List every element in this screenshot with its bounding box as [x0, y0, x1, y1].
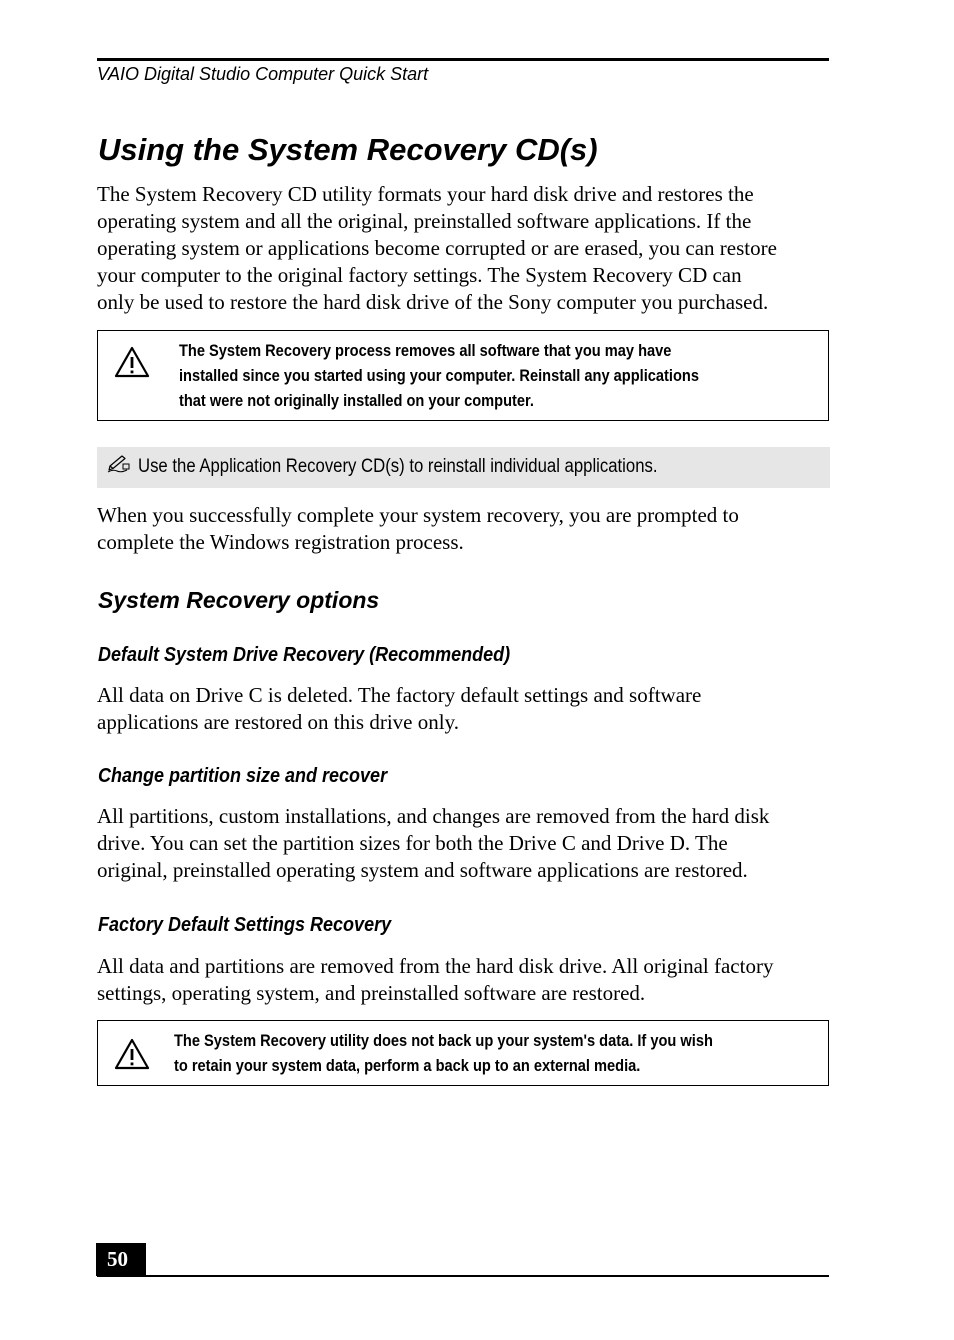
paragraph-line: When you successfully complete your system recovery, you are prompted to [97, 503, 739, 527]
running-header: VAIO Digital Studio Computer Quick Start [97, 64, 429, 84]
paragraph-line: drive. You can set the partition sizes for both the Drive C and Drive D. The [97, 831, 728, 855]
option-description-change-partition [97, 803, 837, 884]
intro-line: The System Recovery CD utility formats your hard disk drive and restores the [97, 182, 754, 206]
option-heading-factory-default: Factory Default Settings Recovery [98, 914, 392, 936]
option-heading-default-recovery: Default System Drive Recovery (Recommended) [98, 644, 511, 666]
page-number: 50 [96, 1243, 146, 1276]
paragraph-line: settings, operating system, and preinstalled software are restored. [97, 981, 646, 1005]
option-description-default-recovery [97, 682, 837, 736]
paragraph-line: All data and partitions are removed from the hard disk drive. All original factory [97, 954, 774, 978]
intro-paragraph [97, 181, 837, 316]
registration-paragraph [97, 502, 837, 556]
paragraph-line: applications are restored on this drive only. [97, 710, 459, 734]
warning-text [179, 338, 699, 413]
paragraph-line: All data on Drive C is deleted. The factory default settings and software [97, 683, 702, 707]
intro-line: operating system or applications become corrupted or are erased, you can restore [97, 236, 777, 260]
option-description-factory-default [97, 953, 837, 1007]
warning-box-backup [97, 1020, 829, 1086]
warning-line: installed since you started using your computer. Reinstall any applications [179, 366, 699, 385]
header-rule [97, 58, 829, 61]
note-text: Use the Application Recovery CD(s) to reinstall individual applications. [138, 456, 658, 477]
footer-rule [97, 1275, 829, 1277]
intro-line: operating system and all the original, preinstalled software applications. If the [97, 209, 752, 233]
pencil-note-icon [107, 453, 131, 473]
warning-line: that were not originally installed on your computer. [179, 391, 534, 410]
warning-line: to retain your system data, perform a back up to an external media. [174, 1056, 641, 1075]
warning-triangle-icon [114, 1038, 150, 1070]
paragraph-line: original, preinstalled operating system and software applications are restored. [97, 858, 748, 882]
paragraph-line: complete the Windows registration process. [97, 530, 464, 554]
warning-line: The System Recovery utility does not back up your system's data. If you wish [174, 1031, 713, 1050]
options-heading: System Recovery options [98, 587, 380, 613]
warning-text [174, 1028, 713, 1078]
intro-line: only be used to restore the hard disk drive of the Sony computer you purchased. [97, 290, 769, 314]
warning-box-recovery-process [97, 330, 829, 421]
page-title: Using the System Recovery CD(s) [98, 132, 598, 167]
paragraph-line: All partitions, custom installations, and changes are removed from the hard disk [97, 804, 770, 828]
warning-triangle-icon [114, 346, 150, 378]
warning-line: The System Recovery process removes all software that you may have [179, 341, 672, 360]
note-box [97, 447, 830, 488]
option-heading-change-partition: Change partition size and recover [98, 765, 388, 787]
intro-line: your computer to the original factory settings. The System Recovery CD can [97, 263, 742, 287]
